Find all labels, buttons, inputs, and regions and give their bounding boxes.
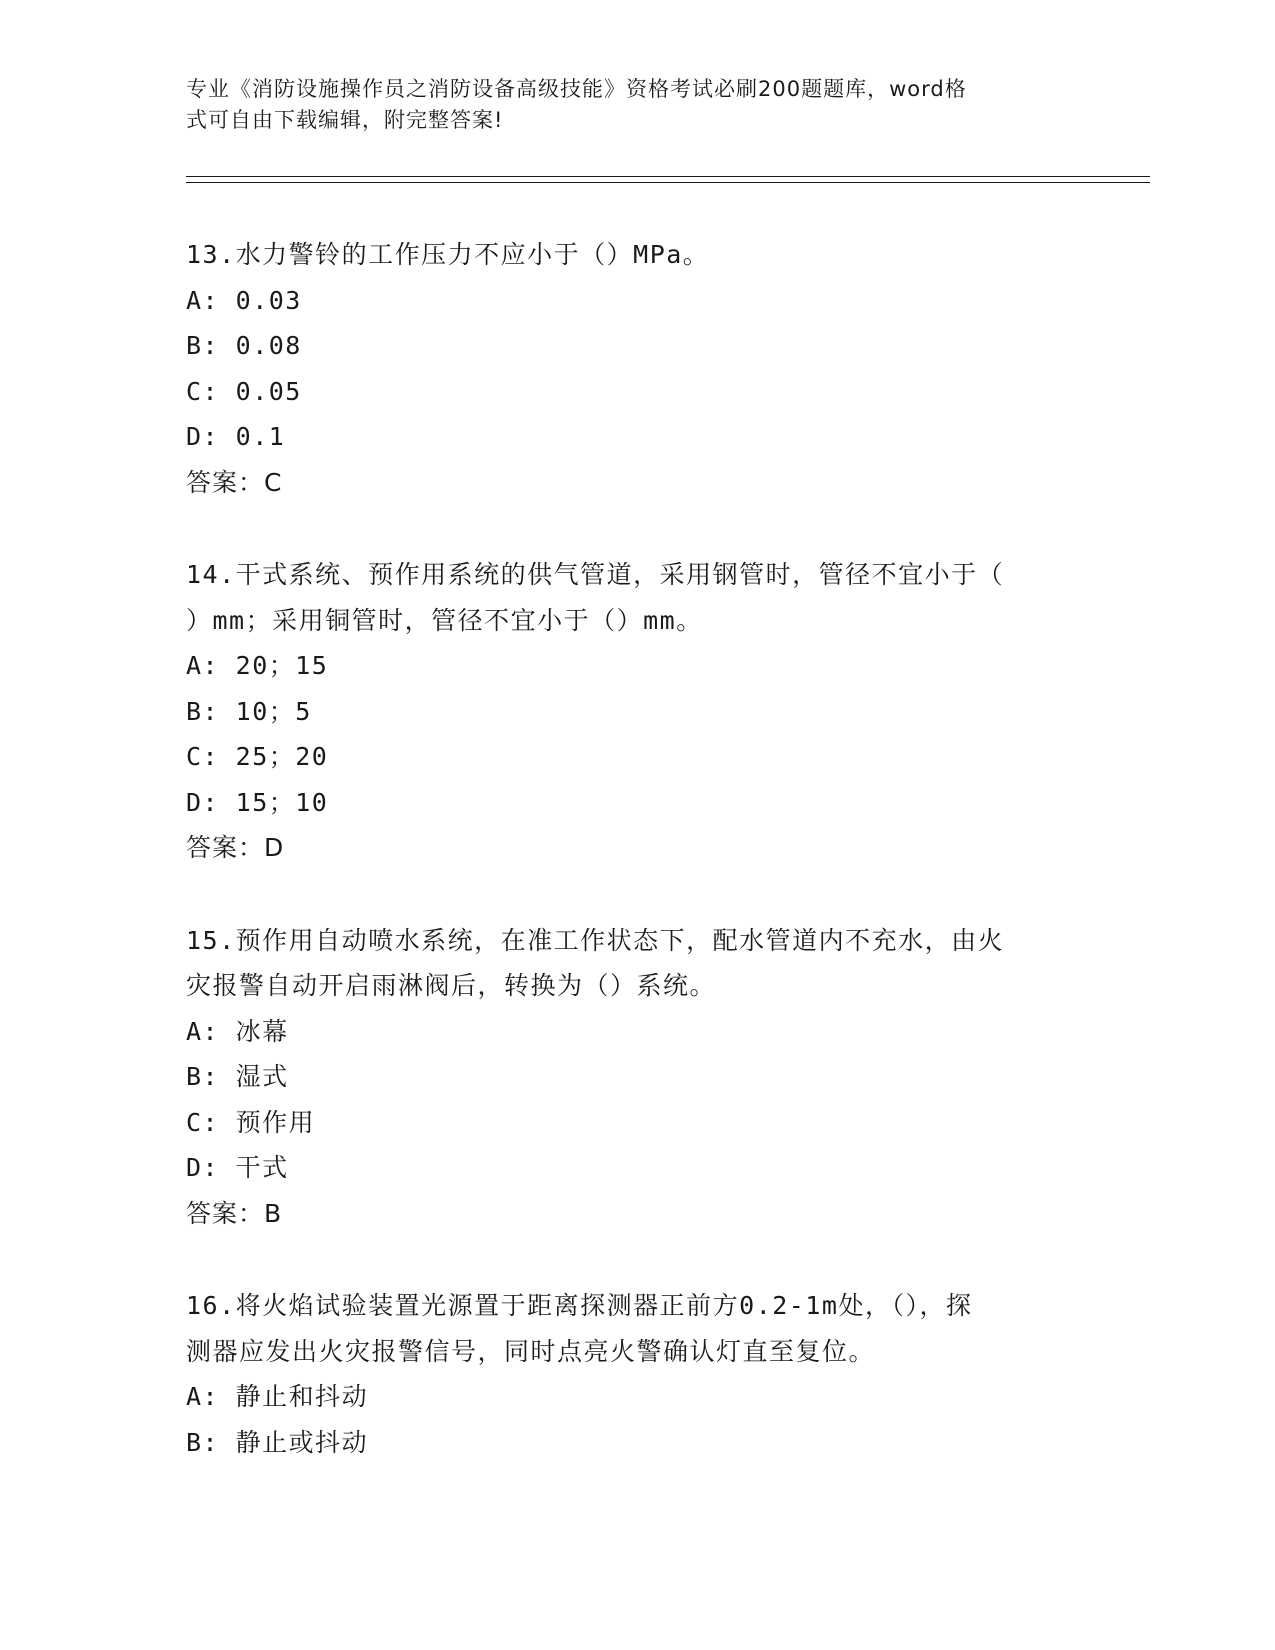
option-d: D: 15；10 — [186, 787, 329, 817]
question-stem: 16.将火焰试验装置光源置于距离探测器正前方0.2-1m处，（），探 — [186, 1291, 973, 1320]
option-c: C: 25；20 — [186, 742, 329, 771]
answer: 答案：D — [186, 833, 285, 862]
option-d: D: 干式 — [186, 1153, 289, 1182]
question-stem-continued: 灾报警自动开启雨淋阀后，转换为（）系统。 — [186, 971, 717, 1000]
question-15 — [186, 918, 1086, 1237]
answer: 答案：B — [186, 1198, 283, 1228]
question-stem: 14.干式系统、预作用系统的供气管道，采用钢管时，管径不宜小于（ — [186, 560, 1005, 589]
header-divider-top — [186, 176, 1150, 177]
question-stem: 15.预作用自动喷水系统，在准工作状态下，配水管道内不充水，由火 — [186, 925, 1005, 955]
document-header — [186, 74, 1066, 136]
option-a: A: 0.03 — [186, 285, 302, 315]
option-b: B: 10；5 — [186, 696, 312, 726]
question-14 — [186, 552, 1086, 871]
option-d: D: 0.1 — [186, 422, 286, 451]
option-a: A: 20；15 — [186, 651, 329, 680]
option-b: B: 湿式 — [186, 1062, 289, 1091]
answer: 答案：C — [186, 467, 283, 497]
header-line-1: 专业《消防设施操作员之消防设备高级技能》资格考试必刷200题题库，word格 — [186, 77, 967, 101]
header-divider-bottom — [186, 182, 1150, 183]
question-stem-continued: ）mm；采用铜管时，管径不宜小于（）mm。 — [186, 605, 703, 635]
question-stem: 13.水力警铃的工作压力不应小于（）MPa。 — [186, 240, 710, 269]
option-c: C: 预作用 — [186, 1107, 316, 1137]
option-b: B: 静止或抖动 — [186, 1427, 369, 1457]
option-c: C: 0.05 — [186, 376, 302, 406]
question-stem-continued: 测器应发出火灾报警信号，同时点亮火警确认灯直至复位。 — [186, 1336, 876, 1366]
option-a: A: 静止和抖动 — [186, 1382, 369, 1411]
question-list — [186, 232, 1086, 1512]
question-13 — [186, 232, 1086, 505]
question-16 — [186, 1283, 1086, 1465]
header-line-2: 式可自由下载编辑，附完整答案! — [186, 108, 504, 132]
option-b: B: 0.08 — [186, 331, 302, 360]
option-a: A: 冰幕 — [186, 1016, 289, 1046]
